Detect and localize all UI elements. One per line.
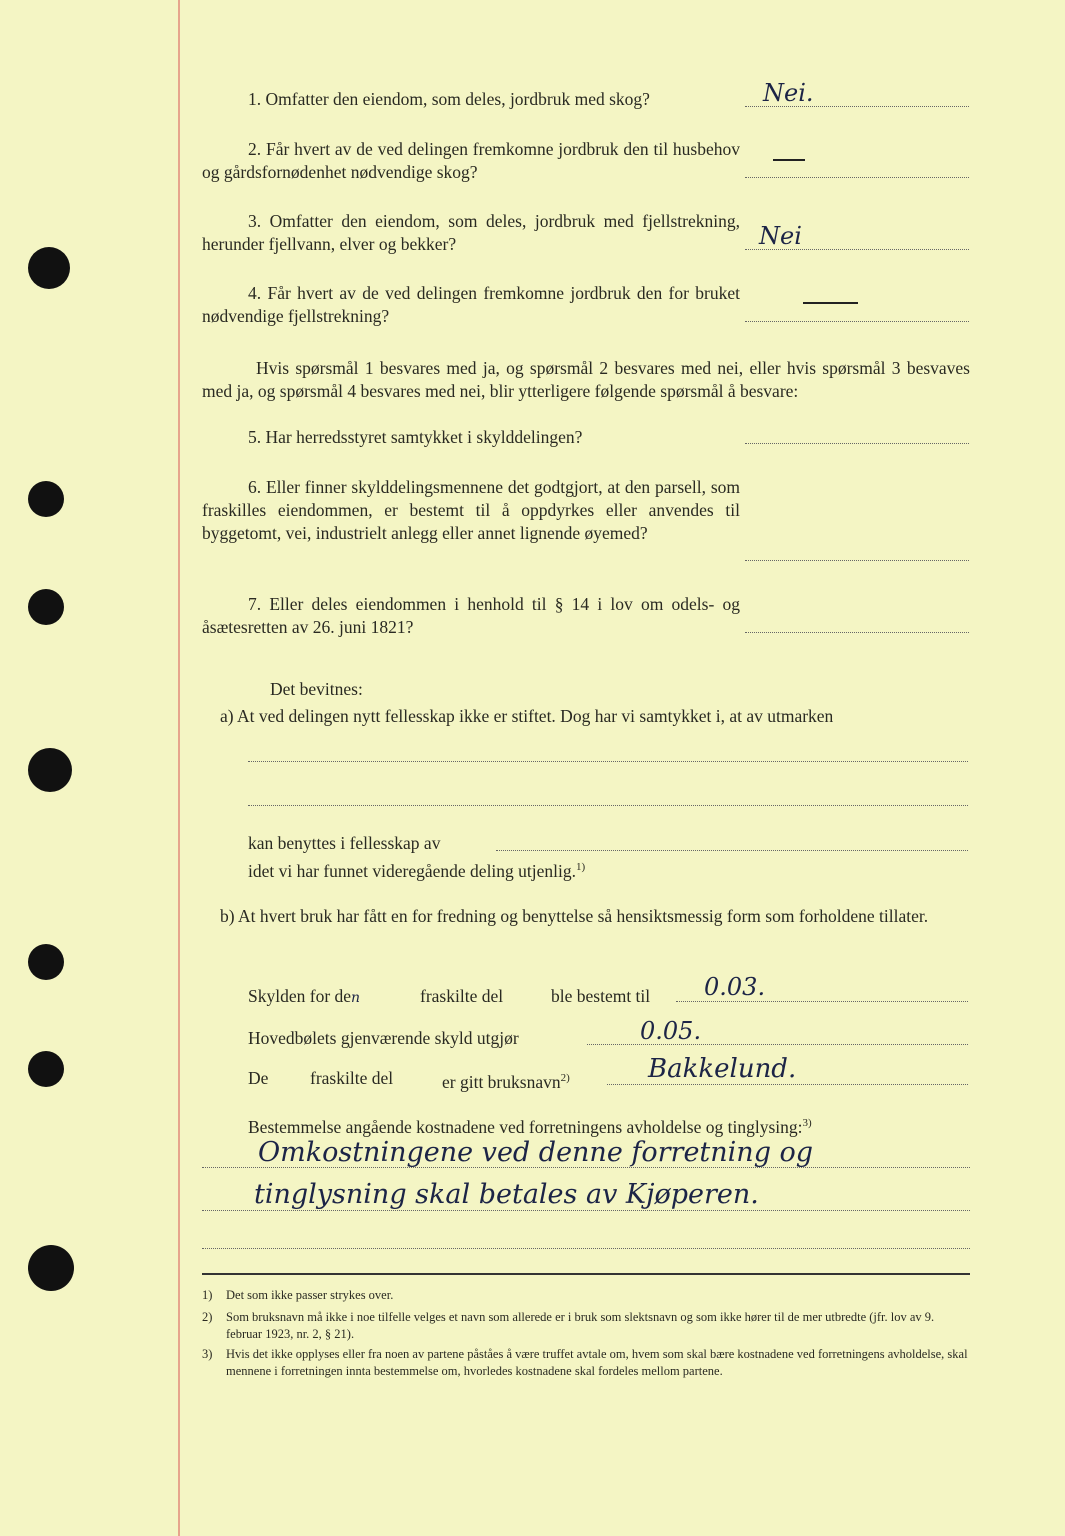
cost-handwritten-2: tinglysning skal betales av Kjøperen.	[254, 1179, 759, 1210]
binder-hole	[28, 589, 64, 625]
common-use-field[interactable]	[496, 849, 968, 851]
answer-field-7[interactable]	[745, 612, 969, 633]
bruks-label-2: fraskilte del	[310, 1068, 394, 1088]
bruks-label-3-wrap	[442, 1067, 570, 1093]
margin-rule	[178, 0, 180, 1536]
footnote-ref-3: 3)	[802, 1117, 812, 1129]
hoved-label: Hovedbølets gjenværende skyld utgjør	[248, 1028, 519, 1048]
footnote-2-mark: 2)	[202, 1310, 213, 1324]
answer-handwritten-3: Nei	[759, 222, 802, 250]
footnote-1-text: Det som ikke passer strykes over.	[226, 1288, 394, 1302]
footnote-3-mark: 3)	[202, 1347, 213, 1361]
binder-hole	[28, 247, 70, 289]
binder-hole	[28, 1051, 64, 1087]
binder-hole	[28, 1245, 74, 1291]
attest-heading: Det bevitnes:	[270, 679, 363, 699]
division-statement	[248, 856, 585, 882]
footnote-3-text: Hvis det ikke opplyses eller fra noen av partene påståes å være truffet avtale om, hvem som skal bære kostnadene ved forretningens avholdelse, skal mennene i forretningen innta bestemmelse om, hvorledes kostnadene skal fordeles mellom partene.	[226, 1347, 968, 1378]
attest-b-text: b) At hvert bruk har fått en for fredning og benyttelse så hensiktsmessig form som forholdene tillater.	[220, 906, 929, 926]
question-7: 7. Eller deles eiendommen i henhold til § 14 i lov om odels- og åsætesretten av 26. juni 1821?	[202, 594, 740, 637]
skyld-label-3: ble bestemt til	[551, 986, 651, 1006]
skyld-label-2: fraskilte del	[420, 986, 504, 1006]
footnote-2	[202, 1309, 972, 1343]
question-4: 4. Får hvert av de ved delingen fremkomne jordbruk den for bruket nødvendige fjellstrekning?	[202, 283, 740, 326]
cost-label-wrap	[248, 1112, 812, 1138]
cost-handwritten-1: Omkostningene ved denne forretning og	[258, 1137, 814, 1168]
question-1: 1. Omfatter den eiendom, som deles, jordbruk med skog?	[248, 89, 650, 109]
footnote-ref-2: 2)	[560, 1072, 570, 1084]
skyld-label	[248, 985, 360, 1009]
condition-paragraph: Hvis spørsmål 1 besvares med ja, og spørsmål 2 besvares med nei, eller hvis spørsmål 3 besvaves med ja, og spørsmål 4 besvares med nei, blir ytterligere følgende spørsmål å besvare:	[202, 358, 970, 401]
skyld-value: 0.03.	[704, 973, 766, 1001]
utmark-line-1[interactable]	[248, 760, 968, 762]
footnote-1-mark: 1)	[202, 1288, 213, 1302]
binder-hole	[28, 944, 64, 980]
binder-hole	[28, 481, 64, 517]
answer-dash-4	[803, 302, 858, 304]
answer-field-6[interactable]	[745, 540, 969, 561]
footnote-1	[202, 1287, 972, 1304]
question-6: 6. Eller finner skylddelingsmennene det godtgjort, at den parsell, som fraskilles eiendommen, er bestemt til å oppdyrkes eller anvendes til byggetomt, vei, industrielt anlegg eller annet lignende øyemed?	[202, 477, 740, 543]
skyld-hand-suffix: n	[351, 990, 361, 1006]
answer-field-1[interactable]	[745, 79, 969, 107]
question-5: 5. Har herredsstyret samtykket i skylddelingen?	[248, 427, 583, 447]
question-3: 3. Omfatter den eiendom, som deles, jordbruk med fjellstrekning, herunder fjellvann, elver og bekker?	[202, 211, 740, 254]
attest-a-text: a) At ved delingen nytt fellesskap ikke er stiftet. Dog har vi samtykket i, at av utmarken	[220, 706, 834, 726]
answer-dash-2	[773, 159, 805, 161]
question-2: 2. Får hvert av de ved delingen fremkomne jordbruk den til husbehov og gårdsfornødenhet nødvendige skog?	[202, 139, 740, 182]
utmark-line-2[interactable]	[248, 804, 968, 806]
answer-handwritten-1: Nei.	[763, 79, 814, 107]
answer-field-4[interactable]	[745, 301, 969, 322]
division-text: idet vi har funnet videregående deling utjenlig.	[248, 860, 577, 881]
bruks-value: Bakkelund.	[648, 1054, 797, 1084]
answer-field-3[interactable]	[745, 222, 969, 250]
bruks-label-3: er gitt bruksnavn	[442, 1071, 561, 1092]
answer-field-5[interactable]	[745, 423, 969, 444]
bruks-label-1: De	[248, 1068, 269, 1088]
footnote-rule	[202, 1273, 970, 1275]
binder-hole	[28, 748, 72, 792]
hoved-value: 0.05.	[640, 1017, 702, 1045]
footnote-ref-1: 1)	[576, 861, 586, 873]
skyld-label-1: Skylden for de	[248, 986, 352, 1006]
footnote-2-text: Som bruksnavn må ikke i noe tilfelle velges et navn som allerede er i bruk som slektsnavn og som ikke hører til de mer utbredte (jfr. lov av 9. februar 1923, nr. 2, § 21).	[226, 1310, 935, 1341]
common-use-label: kan benyttes i fellesskap av	[248, 833, 441, 853]
cost-label: Bestemmelse angående kostnadene ved forretningens avholdelse og tinglysing:	[248, 1116, 803, 1137]
footnote-3	[202, 1346, 972, 1380]
cost-field-line-3[interactable]	[202, 1247, 970, 1249]
